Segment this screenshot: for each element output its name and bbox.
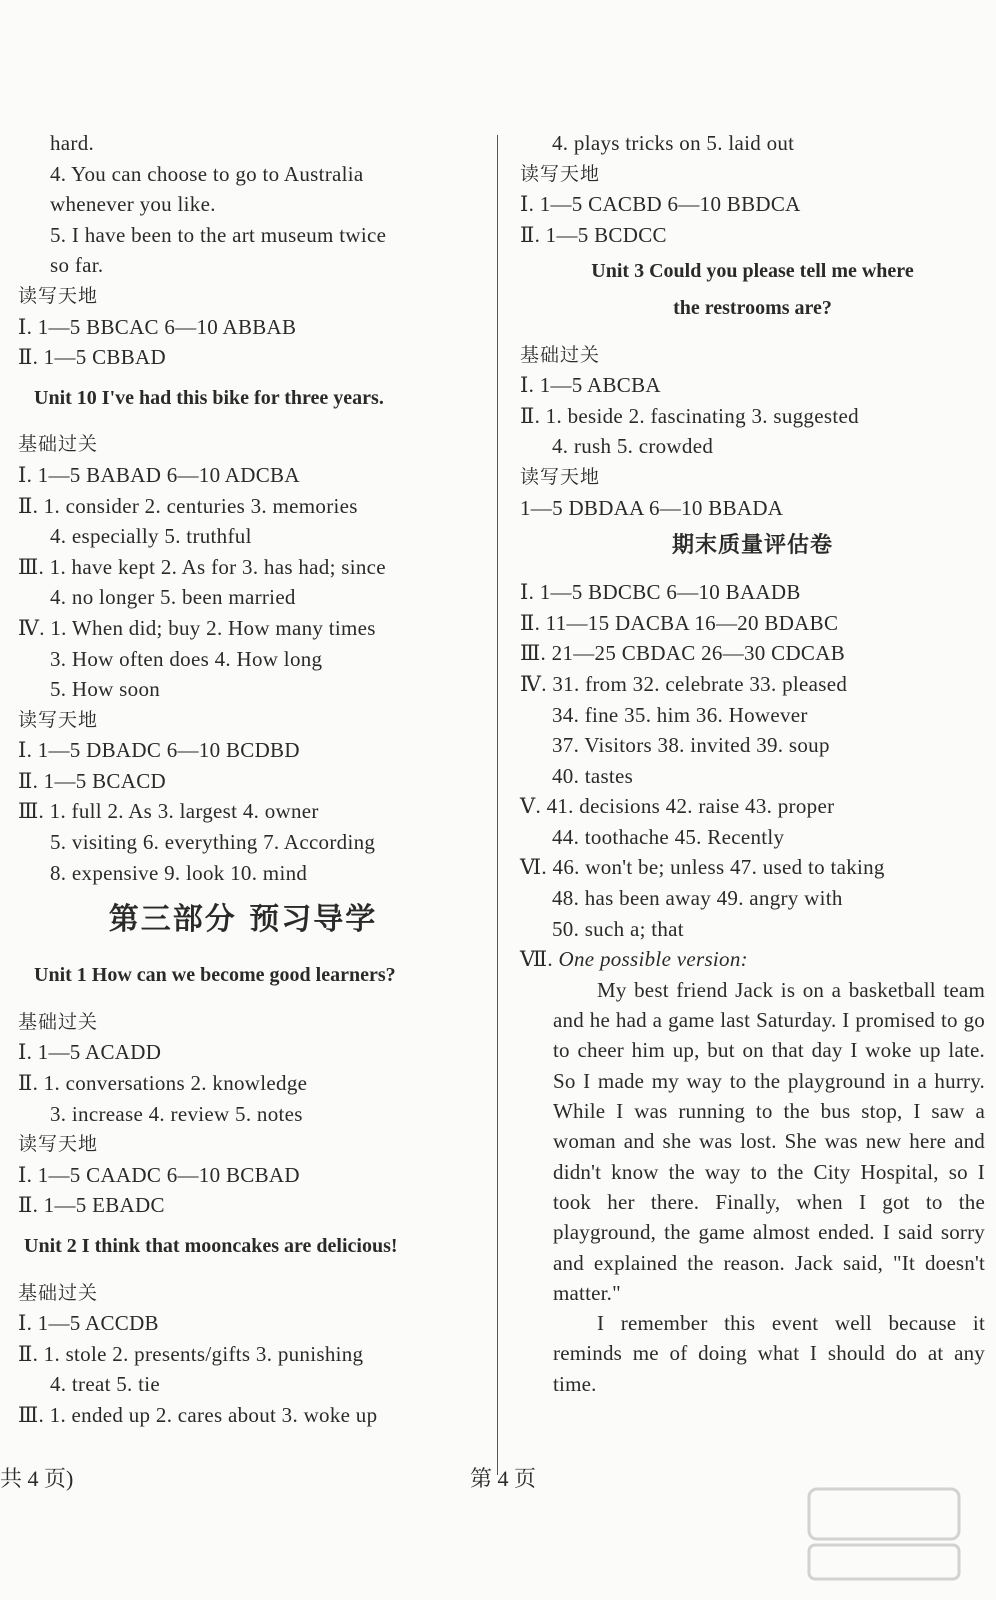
answer-line: Ⅰ. 1—5 ACADD (18, 1040, 162, 1065)
answer-line: Ⅰ. 1—5 CAADC 6—10 BCBAD (18, 1162, 300, 1187)
answer-line: Ⅰ. 1—5 BABAD 6—10 ADCBA (18, 462, 300, 487)
answer-line: Ⅳ. 1. When did; buy 2. How many times (18, 615, 376, 640)
answer-line: Ⅰ. 1—5 DBADC 6—10 BCDBD (18, 738, 300, 763)
answer-line: Ⅱ. 1. conversations 2. knowledge (18, 1071, 308, 1096)
answer-line: 4. rush 5. crowded (552, 434, 714, 459)
answer-line: 3. increase 4. review 5. notes (50, 1101, 303, 1126)
answer-line: Ⅰ. 1—5 ACCDB (18, 1311, 159, 1336)
answer-line: 34. fine 35. him 36. However (552, 702, 808, 727)
answer-line: Ⅱ. 1—5 BCDCC (520, 222, 667, 247)
essay-paragraph: My best friend Jack is on a basketball team and he had a game last Saturday. I promised to go to cheer him up, but on that day I woke up late. So I made my way to the playground in a hurry. While I was running to the bus stop, I saw a woman and she was lost. She was new here and didn't know the way to the City Hospital, so I took her there. Finally, when I got to the playground, the game almost ended. I said sorry and explained the reason. Jack said, "It doesn't matter." (553, 977, 985, 1305)
answer-line: 5. How soon (50, 677, 161, 702)
answer-line: Ⅲ. 1. full 2. As 3. largest 4. owner (18, 799, 319, 824)
answer-line: Ⅰ. 1—5 BDCBC 6—10 BAADB (520, 580, 801, 605)
answer-line: 4. You can choose to go to Australia (50, 161, 364, 186)
section-heading: 基础过关 (18, 433, 99, 456)
answer-line: Ⅲ. 1. ended up 2. cares about 3. woke up (18, 1402, 378, 1427)
answer-line: 5. I have been to the art museum twice (50, 222, 387, 247)
watermark-logo (805, 1485, 965, 1585)
answer-line: Ⅰ. 1—5 BBCAC 6—10 ABBAB (18, 314, 297, 339)
answer-line: 4. plays tricks on 5. laid out (552, 131, 795, 155)
section-heading: 读写天地 (520, 465, 601, 488)
final-exam-title: 期末质量评估卷 (671, 533, 833, 559)
section-heading: 基础过关 (18, 1281, 99, 1304)
answer-line: Ⅲ. 21—25 CBDAC 26—30 CDCAB (520, 641, 846, 666)
answer-line: 4. treat 5. tie (50, 1372, 161, 1397)
sample-essay (520, 975, 985, 1399)
page-count-footer: 共 4 页) (0, 1466, 74, 1491)
section-heading: 读写天地 (18, 284, 99, 307)
part-title: 第三部分 预习导学 (108, 902, 378, 938)
answer-line: Ⅵ. 46. won't be; unless 47. used to taking (520, 855, 885, 880)
unit-title: Unit 1 How can we become good learners? (34, 964, 396, 987)
section-heading: 读写天地 (18, 1133, 99, 1156)
answer-line: Ⅱ. 1—5 BCACD (18, 768, 166, 793)
answer-line: 1—5 DBDAA 6—10 BBADA (520, 495, 784, 520)
answer-line: 48. has been away 49. angry with (552, 886, 843, 911)
answer-line: Ⅱ. 1. stole 2. presents/gifts 3. punishing (18, 1341, 364, 1366)
answer-line: hard. (50, 131, 95, 155)
section-heading: 读写天地 (18, 708, 99, 731)
page-number-footer: 第 4 页 (470, 1466, 537, 1491)
essay-label: One possible version: (558, 947, 748, 972)
answer-line: 5. visiting 6. everything 7. According (50, 830, 376, 855)
section-heading: 读写天地 (520, 162, 601, 185)
section-heading: 基础过关 (520, 343, 601, 366)
section-numeral: Ⅶ. (520, 947, 553, 972)
answer-line: Ⅳ. 31. from 32. celebrate 33. pleased (520, 671, 848, 696)
answer-line: Ⅱ. 11—15 DACBA 16—20 BDABC (520, 610, 839, 635)
answer-line: Ⅱ. 1—5 EBADC (18, 1193, 165, 1218)
answer-line: 37. Visitors 38. invited 39. soup (552, 733, 830, 758)
answer-line: so far. (50, 253, 104, 278)
answer-line: Ⅴ. 41. decisions 42. raise 43. proper (520, 794, 835, 819)
answer-line: 3. How often does 4. How long (50, 646, 323, 671)
answer-line: Ⅱ. 1. consider 2. centuries 3. memories (18, 493, 358, 518)
column-divider (497, 135, 498, 1475)
section-heading: 基础过关 (18, 1010, 99, 1033)
answer-line: 50. such a; that (552, 916, 684, 941)
unit-title-cont: the restrooms are? (673, 296, 832, 319)
answer-line: Ⅱ. 1—5 CBBAD (18, 345, 166, 370)
answer-line: 44. toothache 45. Recently (552, 824, 785, 849)
answer-line: Ⅱ. 1. beside 2. fascinating 3. suggested (520, 403, 859, 428)
answer-line: 8. expensive 9. look 10. mind (50, 860, 308, 885)
unit-title: Unit 2 I think that mooncakes are delicious! (24, 1235, 398, 1257)
answer-line: 4. especially 5. truthful (50, 524, 252, 549)
right-column (520, 128, 985, 1399)
left-column (18, 128, 468, 1431)
answer-line: 40. tastes (552, 763, 634, 788)
unit-title: Unit 10 I've had this bike for three years. (34, 386, 384, 409)
answer-line: Ⅰ. 1—5 CACBD 6—10 BBDCA (520, 192, 801, 217)
essay-label-line (520, 944, 985, 975)
essay-paragraph: I remember this event well because it reminds me of doing what I should do at any time. (553, 1311, 985, 1396)
answer-line: Ⅰ. 1—5 ABCBA (520, 373, 661, 398)
unit-title: Unit 3 Could you please tell me where (591, 260, 914, 283)
answer-line: 4. no longer 5. been married (50, 585, 296, 610)
answer-line: whenever you like. (50, 192, 216, 217)
answer-line: Ⅲ. 1. have kept 2. As for 3. has had; since (18, 554, 386, 579)
